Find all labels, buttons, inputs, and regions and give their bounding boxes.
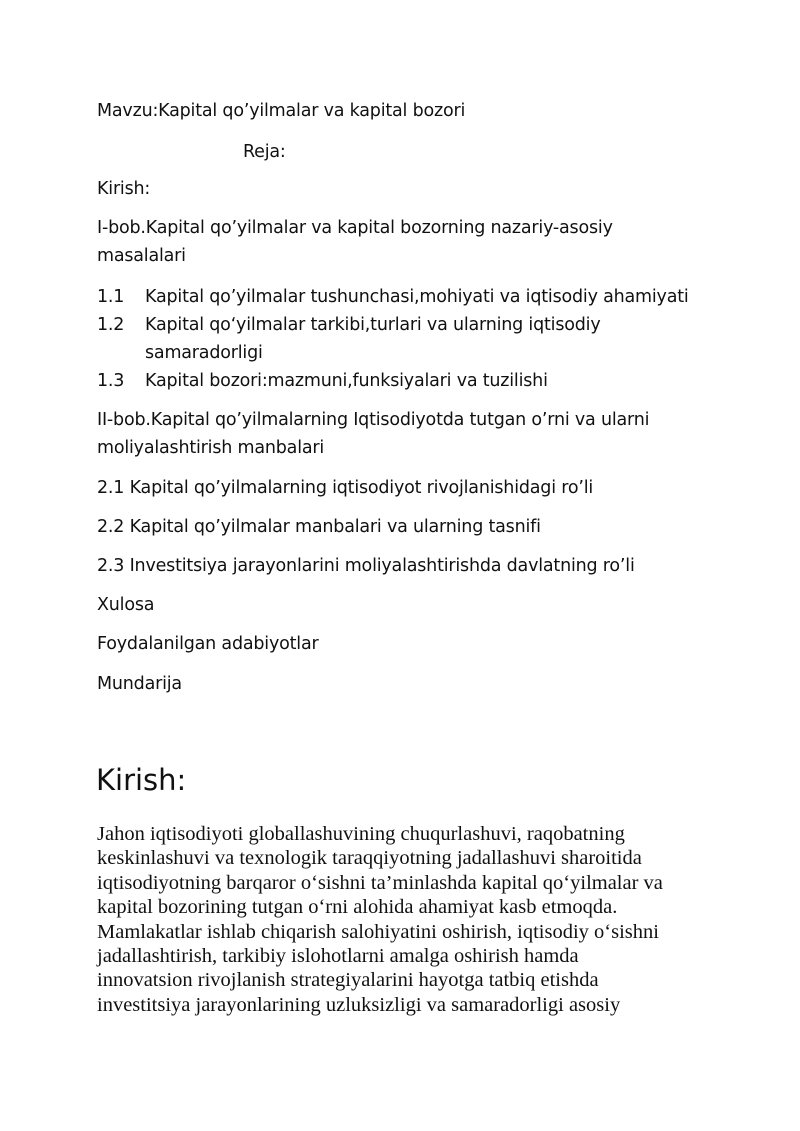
list-item-number: 1.2 <box>97 315 125 335</box>
body-line: innovatsion rivojlanish strategiyalarini hayotga tatbiq etishda <box>97 969 599 992</box>
list-item-text-cont: samaradorligi <box>145 343 263 363</box>
list-item-text: Kapital bozori:mazmuni,funksiyalari va tuzilishi <box>145 371 548 391</box>
list-item-number: 1.3 <box>97 371 125 391</box>
contents-label: Mundarija <box>97 674 182 694</box>
plan-label: Reja: <box>243 142 286 162</box>
list-item-number: 1.1 <box>97 287 125 307</box>
conclusion-label: Xulosa <box>97 595 155 615</box>
chapter1-title-line1: I-bob.Kapital qo’yilmalar va kapital bozorning nazariy-asosiy <box>97 218 613 238</box>
body-paragraph <box>97 822 737 1017</box>
list-item-text: Kapital qo‘yilmalar tarkibi,turlari va ularning iqtisodiy <box>145 315 601 335</box>
chapter2-item: 2.3 Investitsiya jarayonlarini moliyalashtirishda davlatning ro’li <box>97 556 635 576</box>
chapter2-item: 2.1 Kapital qo’yilmalarning iqtisodiyot rivojlanishidagi ro’li <box>97 478 594 498</box>
body-line: kapital bozorining tutgan o‘rni alohida ahamiyat kasb etmoqda. <box>97 896 618 919</box>
body-line: investitsiya jarayonlarining uzluksizligi va samaradorligi asosiy <box>97 993 621 1016</box>
chapter2-item: 2.2 Kapital qo’yilmalar manbalari va ularning tasnifi <box>97 517 541 537</box>
list-item-text: Kapital qo’yilmalar tushunchasi,mohiyati va iqtisodiy ahamiyati <box>145 287 689 307</box>
body-line: iqtisodiyotning barqaror o‘sishni ta’minlashda kapital qo‘yilmalar va <box>97 871 663 894</box>
references-label: Foydalanilgan adabiyotlar <box>97 634 319 654</box>
body-line: Mamlakatlar ishlab chiqarish salohiyatini oshirish, iqtisodiy o‘sishni <box>97 920 659 943</box>
section-heading: Kirish: <box>96 763 187 797</box>
body-line: Jahon iqtisodiyoti globallashuvining chuqurlashuvi, raqobatning <box>97 823 625 845</box>
topic-line: Mavzu:Kapital qo’yilmalar va kapital bozori <box>97 101 466 121</box>
chapter1-title-line2: masalalari <box>97 246 186 266</box>
body-line: keskinlashuvi va texnologik taraqqiyotning jadallashuvi sharoitida <box>97 847 642 870</box>
chapter2-title-line1: II-bob.Kapital qo’yilmalarning Iqtisodiyotda tutgan o’rni va ularni <box>97 410 650 430</box>
body-line: jadallashtirish, tarkibiy islohotlarni amalga oshirish hamda <box>97 945 579 968</box>
chapter2-title-line2: moliyalashtirish manbalari <box>97 438 325 458</box>
intro-label: Kirish: <box>97 179 151 199</box>
